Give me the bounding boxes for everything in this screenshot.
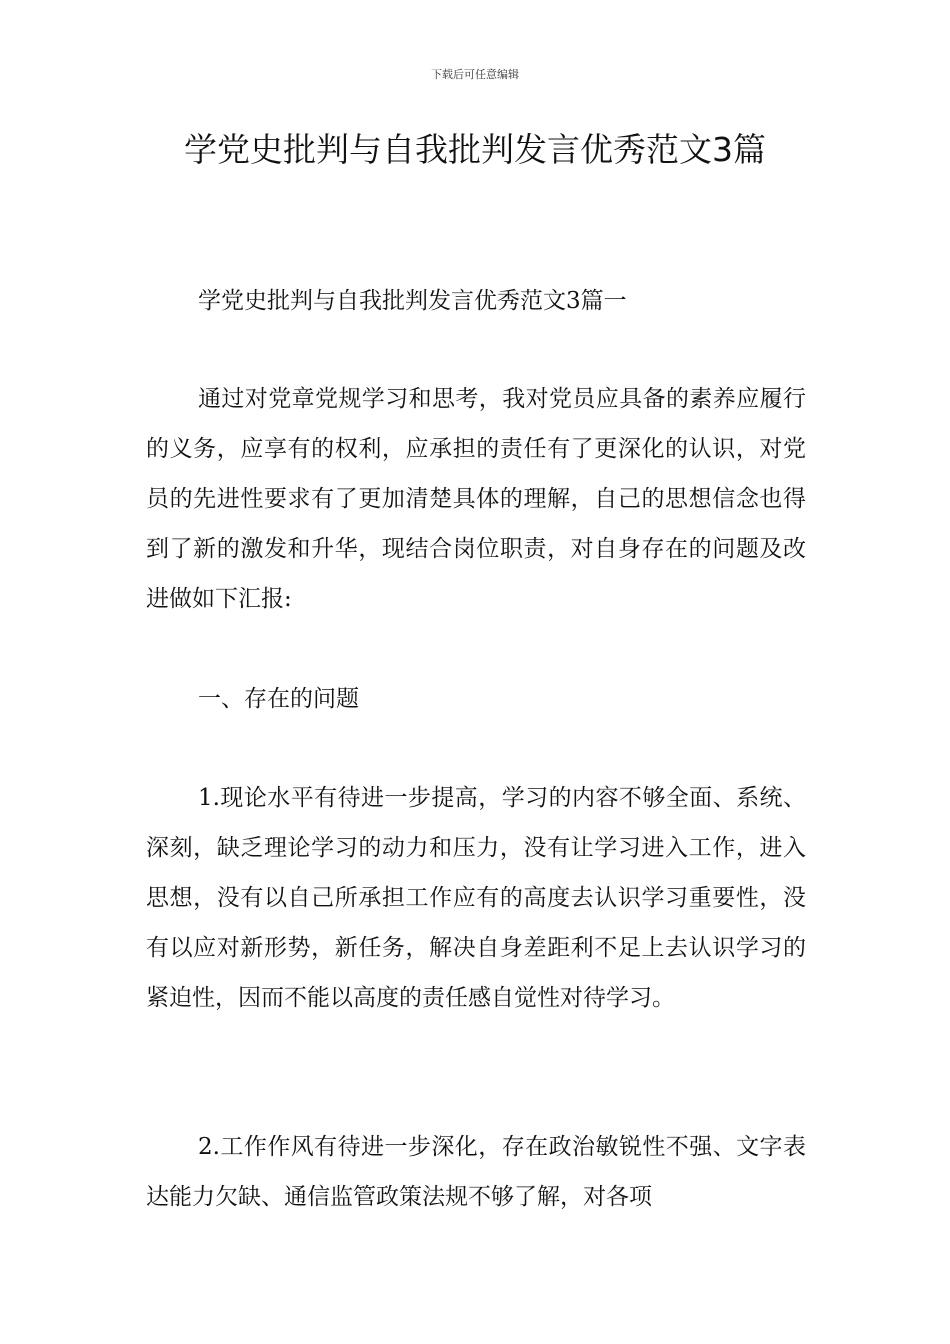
paragraph-intro: 通过对党章党规学习和思考，我对党员应具备的素养应履行的义务，应享有的权利，应承担的责任有了更深化的认识，对党员的先进性要求有了更加清楚具体的理解，自己的思想信念也得到了新的激发和升华，现结合岗位职责，对自身存在的问题及改进做如下汇报: [146, 386, 806, 612]
header-note: 下载后可任意编辑 [431, 68, 519, 81]
paragraph-item-2: 2.工作作风有待进一步深化，存在政治敏锐性不强、文字表达能力欠缺、通信监管政策法规不够了解，对各项 [146, 1134, 806, 1210]
subheading-problems: 一、存在的问题 [198, 686, 359, 712]
section-heading: 学党史批判与自我批判发言优秀范文3篇一 [198, 288, 627, 314]
document-title: 学党史批判与自我批判发言优秀范文3篇 [184, 130, 766, 169]
paragraph-item-1: 1.现论水平有待进一步提高，学习的内容不够全面、系统、深刻，缺乏理论学习的动力和压力，没有让学习进入工作，进入思想，没有以自己所承担工作应有的高度去认识学习重要性，没有以应对新形势，新任务，解决自身差距利不足上去认识学习的紧迫性，因而不能以高度的责任感自觉性对待学习。 [146, 785, 806, 1011]
